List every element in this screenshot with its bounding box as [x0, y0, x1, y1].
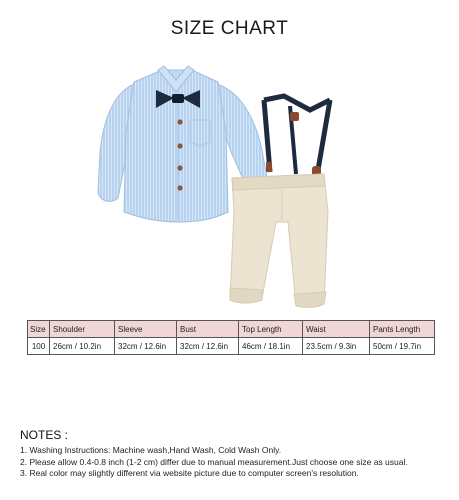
cell-top-length: 46cm / 18.1in [239, 338, 303, 355]
cell-bust: 32cm / 12.6in [177, 338, 239, 355]
size-chart-table [27, 320, 435, 355]
page-title: SIZE CHART [170, 18, 289, 39]
notes-title: NOTES : [20, 428, 69, 442]
header-top-length: Top Length [239, 321, 303, 338]
cell-waist: 23.5cm / 9.3in [303, 338, 370, 355]
cell-sleeve: 32cm / 12.6in [115, 338, 177, 355]
note-line: 1. Washing Instructions: Machine wash,Hand Wash, Cold Wash Only. [20, 445, 282, 455]
table-row [28, 338, 435, 355]
header-pants-length: Pants Length [370, 321, 435, 338]
header-shoulder: Shoulder [50, 321, 115, 338]
header-waist: Waist [303, 321, 370, 338]
shirt-button [177, 143, 182, 148]
header-bust: Bust [177, 321, 239, 338]
shirt-button [177, 185, 182, 190]
header-size: Size [28, 321, 50, 338]
notes-section [20, 428, 450, 480]
cell-size: 100 [28, 338, 50, 355]
cell-pants-length: 50cm / 19.7in [370, 338, 435, 355]
cell-shoulder: 26cm / 10.2in [50, 338, 115, 355]
note-line: 3. Real color may slightly different via website picture due to computer screen's resolution. [20, 468, 359, 478]
product-image [92, 62, 347, 314]
table-header-row [28, 321, 435, 338]
shirt-button [177, 119, 182, 124]
shirt-button [177, 165, 182, 170]
header-sleeve: Sleeve [115, 321, 177, 338]
note-line: 2. Please allow 0.4-0.8 inch (1-2 cm) differ due to manual measurement.Just choose one size as usual. [20, 456, 408, 467]
